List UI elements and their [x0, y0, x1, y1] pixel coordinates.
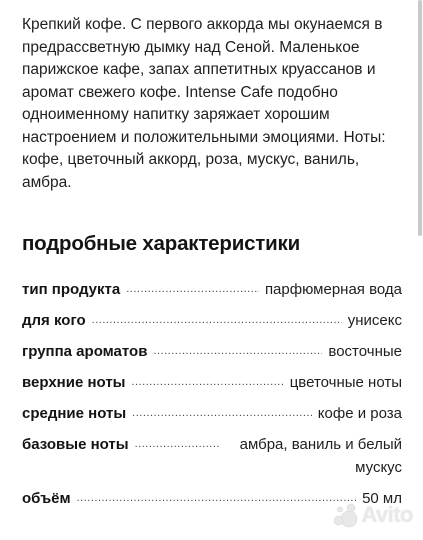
- product-description-text: Крепкий кофе. С первого аккорда мы окунаемся в предрассветную дымку над Сеной. Маленькое парижское кафе, запах аппетитных круассанов и аромат свежего кофе. Intense Cafe подобно одноименному напитку заряжает хорошим настроением и положительными эмоциями. Ноты: кофе, цветочный аккорд, роза, мускус, ваниль, амбра.: [22, 16, 386, 191]
- spec-row-product-type: [22, 278, 402, 301]
- dotted-leader: [153, 340, 322, 363]
- spec-row-for-whom: [22, 309, 402, 332]
- dotted-leader: [132, 402, 312, 425]
- spec-label: базовые ноты: [22, 436, 129, 453]
- spec-label: тип продукта: [22, 281, 121, 298]
- spec-value: унисекс: [347, 312, 402, 329]
- spec-value: цветочные ноты: [289, 374, 402, 391]
- dotted-leader: [135, 433, 221, 456]
- spec-row-middle-notes: [22, 402, 402, 425]
- spec-value: кофе и роза: [317, 405, 402, 422]
- spec-row-fragrance-group: [22, 340, 402, 363]
- characteristics-list: [22, 278, 402, 518]
- spec-row-top-notes: [22, 371, 402, 394]
- spec-label: средние ноты: [22, 405, 127, 422]
- avito-watermark: [332, 502, 413, 528]
- spec-value: парфюмерная вода: [264, 281, 402, 298]
- spec-label: объём: [22, 490, 71, 507]
- dotted-leader: [131, 371, 283, 394]
- scrollbar-thumb[interactable]: [418, 0, 422, 236]
- spec-row-base-notes: [22, 433, 402, 479]
- spec-label: для кого: [22, 312, 86, 329]
- avito-logo-icon: [332, 502, 358, 528]
- dotted-leader: [126, 278, 259, 301]
- vertical-scrollbar[interactable]: [417, 0, 423, 540]
- dotted-leader: [77, 487, 356, 510]
- spec-label: верхние ноты: [22, 374, 126, 391]
- spec-value: 50 мл: [362, 490, 402, 507]
- characteristics-heading: подробные характеристики: [22, 232, 300, 255]
- spec-label: группа ароматов: [22, 343, 148, 360]
- avito-watermark-text: Avito: [361, 502, 413, 527]
- spec-value: амбра, ваниль и белый мускус: [239, 436, 402, 476]
- spec-value: восточные: [328, 343, 402, 360]
- dotted-leader: [92, 309, 342, 332]
